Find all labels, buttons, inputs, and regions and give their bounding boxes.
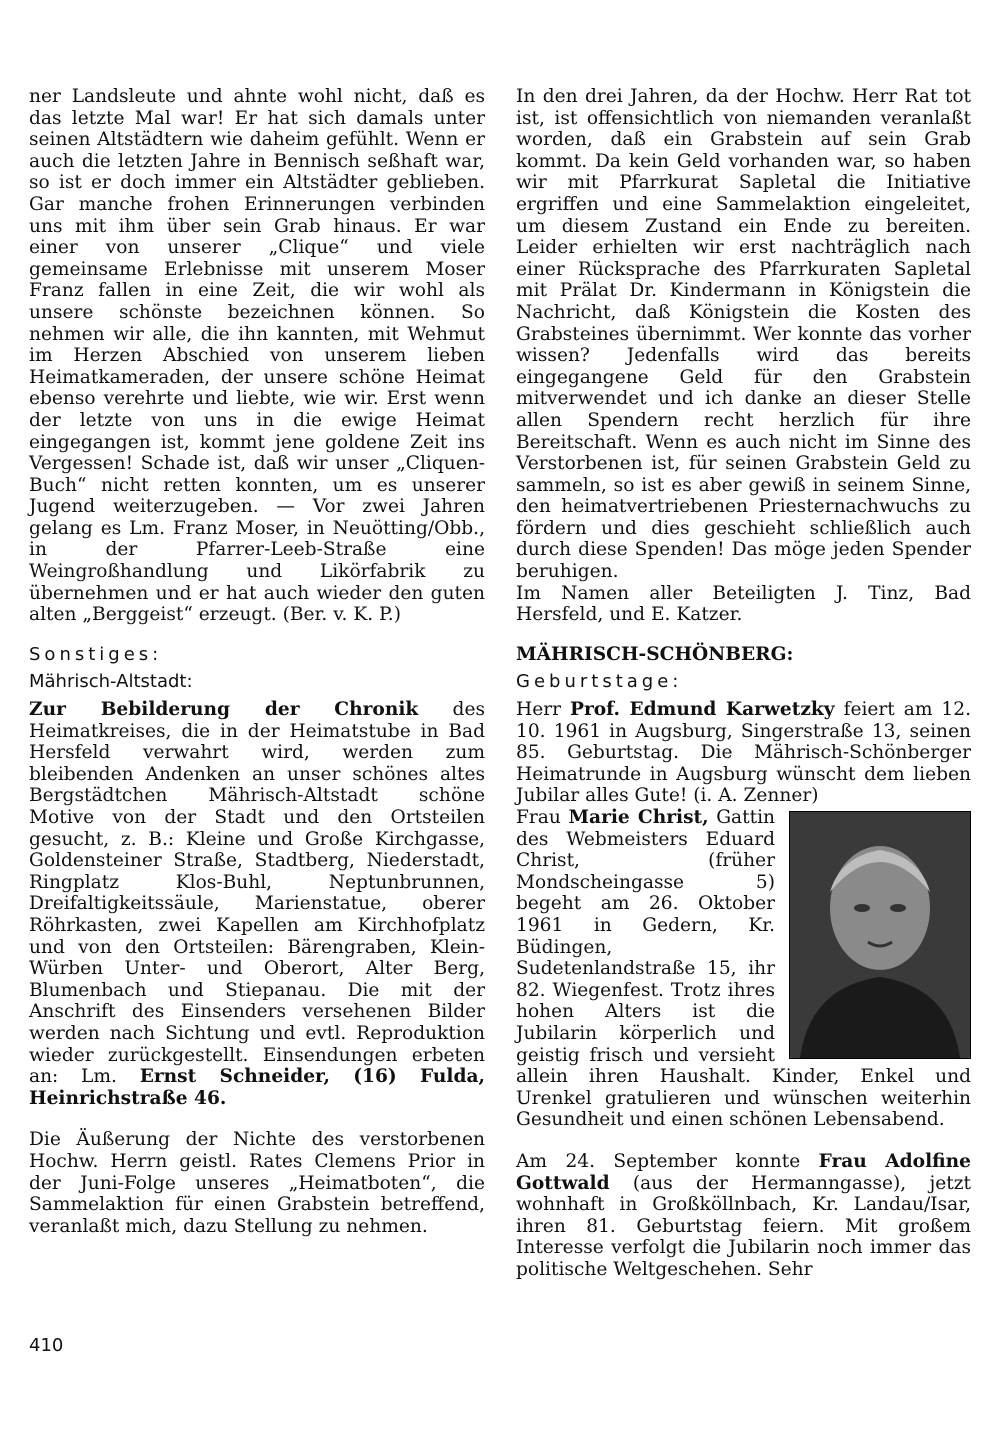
section-heading-maehrisch-schoenberg: MÄHRISCH-SCHÖNBERG: [516,643,794,665]
chronik-paragraph [29,699,485,1109]
text-span: (aus der Hermanngasse), jetzt wohnhaft in Großköllnbach, Kr. Landau/Isar, ihren 81. Geburtstag feiern. Mit großem Interesse verfolgt die Jubilarin noch immer das politische Weltgeschehen. Sehr [516,1172,971,1280]
person-name: Prof. Edmund Karwetzky [569,699,835,721]
birthday-karwetzky [516,699,971,807]
right-column [516,86,971,1280]
text-span: Gattin des Webmeisters Eduard Christ, (früher Mondscheingasse 5) begeht am 26. Oktober 1961 in Gedern, Kr. Büdingen, Sudetenlandstraße 15, ihr 82. Wiegenfest. Trotz ihres hohen Alters ist die Jubilarin körperlich und geistig frisch und versieht allein ihren Haushalt. Kinder, Enkel und Urenkel gratulieren und wünschen weiterhin Gesundheit und einen schönen Lebensabend. [516,807,971,1131]
chronik-title: Zur Bebilderung der Chronik [29,699,419,721]
person-title: Frau [818,1150,867,1172]
text-span [867,1151,885,1172]
portrait-photo [789,811,971,1059]
contact-address: Ernst Schneider, (16) Fulda, Heinrichstraße 46. [29,1066,485,1109]
text-span: Frau [516,807,569,828]
grabstein-paragraph: Die Äußerung der Nichte des verstorbenen Hochw. Herrn geistl. Rates Clemens Prior in der Juni-Folge unseres „Heimatboten“, die Sammelaktion für einen Grabstein betreffend, veranlaßt mich, dazu Stellung zu nehmen. [29,1129,485,1237]
section-heading-sonstiges: Sonstiges: [29,643,163,665]
chronik-text: des Heimatkreises, die in der Heimatstube in Bad Hersfeld verwahrt wird, werden zum bleibenden Andenken an unser schönes altes Bergstädtchen Mährisch-Altstadt schöne Motive von der Stadt und den Ortsteilen gesucht, z. B.: Kleine und Große Kirchgasse, Goldensteiner Straße, Stadtberg, Niederstadt, Ringplatz Klos-Buhl, Neptunbrunnen, Dreifaltigkeitssäule, Marienstatue, oberer Röhrkasten, zwei Kapellen am Kirchhofplatz und von den Ortsteilen: Bärengraben, Klein-Würben Unter- und Oberort, Alter Berg, Blumenbach und Stiepanau. Die mit der Anschrift des Einsenders versehenen Bilder werden nach Sichtung und evtl. Reproduktion wieder zurückgestellt. Einsendungen erbeten an: Lm. [29,699,485,1088]
grabstein-continuation: In den drei Jahren, da der Hochw. Herr Rat tot ist, ist offensichtlich von niemanden veranlaßt worden, daß ein Grabstein auf sein Grab kommt. Da kein Geld vorhanden war, so haben wir mit Pfarrkurat Sapletal die Initiative ergriffen und eine Sammelaktion eingeleitet, um diesem Zustand ein Ende zu bereiten. Leider erhielten wir erst nachträglich nach einer Rücksprache des Pfarrkuraten Sapletal mit Prälat Dr. Kindermann in Königstein die Nachricht, daß Königstein die Kosten des Grabsteines übernimmt. Wer konnte das vorher wissen? Jedenfalls wird das bereits eingegangene Geld für den Grabstein mitverwendet und ich danke an dieser Stelle allen Spendern recht herzlich für ihre Bereitschaft. Wenn es auch nicht im Sinne des Verstorbenen ist, für seinen Grabstein Geld zu sammeln, so ist es aber gewiß in seinem Sinne, den heimatvertriebenen Priesternachwuchs zu fördern und dies geschieht schließlich auch durch diese Spenden! Das möge jeden Spender beruhigen. [516,86,971,583]
text-span: Herr [516,699,570,721]
birthday-gottwald [516,1151,971,1281]
person-name: Adolfine Gottwald [516,1150,971,1194]
subheading-geburtstage: Geburtstage: [516,671,683,693]
left-column [29,86,485,1237]
subheading-maehrisch-altstadt: Mährisch-Altstadt: [29,671,193,693]
person-name: Marie Christ, [568,807,709,828]
portrait-image [790,812,970,1058]
text-span: feiert am 12. 10. 1961 in Augsburg, Singerstraße 13, seinen 85. Geburtstag. Die Mährisch-Schönberger Heimatrunde in Augsburg wünscht dem lieben Jubilar alles Gute! (i. A. Zenner) [516,699,971,807]
signature-line: Im Namen aller Beteiligten J. Tinz, Bad Hersfeld, und E. Katzer. [516,582,971,626]
text-span: Am 24. September konnte [516,1150,819,1172]
obituary-paragraph: ner Landsleute und ahnte wohl nicht, daß es das letzte Mal war! Er hat sich damals unter seinen Altstädtern wie daheim gefühlt. Wenn er auch die letzten Jahre in Bennisch seßhaft war, so ist er doch immer ein Altstädter geblieben. Gar manche frohen Erinnerungen verbinden uns mit ihm über sein Grab hinaus. Er war einer von unserer „Clique“ und viele gemeinsame Erlebnisse mit unserem Moser Franz fallen in eine Zeit, die wir wohl als unsere schönste bezeichnen können. So nehmen wir alle, die ihn kannten, mit Wehmut im Herzen Abschied von unserem lieben Heimatkameraden, der unsere schöne Heimat ebenso verehrte und liebte, wie wir. Erst wenn der letzte von uns in die ewige Heimat eingegangen ist, kommt jene goldene Zeit ins Vergessen! Schade ist, daß wir unser „Cliquen-Buch“ nicht retten konnten, um es unserer Jugend weiterzugeben. — Vor zwei Jahren gelang es Lm. Franz Moser, in Neuötting/Obb., in der Pfarrer-Leeb-Straße eine Weingroßhandlung und Likörfabrik zu übernehmen und er hat auch wieder den guten alten „Berggeist“ erzeugt. (Ber. v. K. P.) [29,86,485,626]
page-number: 410 [29,1335,64,1356]
